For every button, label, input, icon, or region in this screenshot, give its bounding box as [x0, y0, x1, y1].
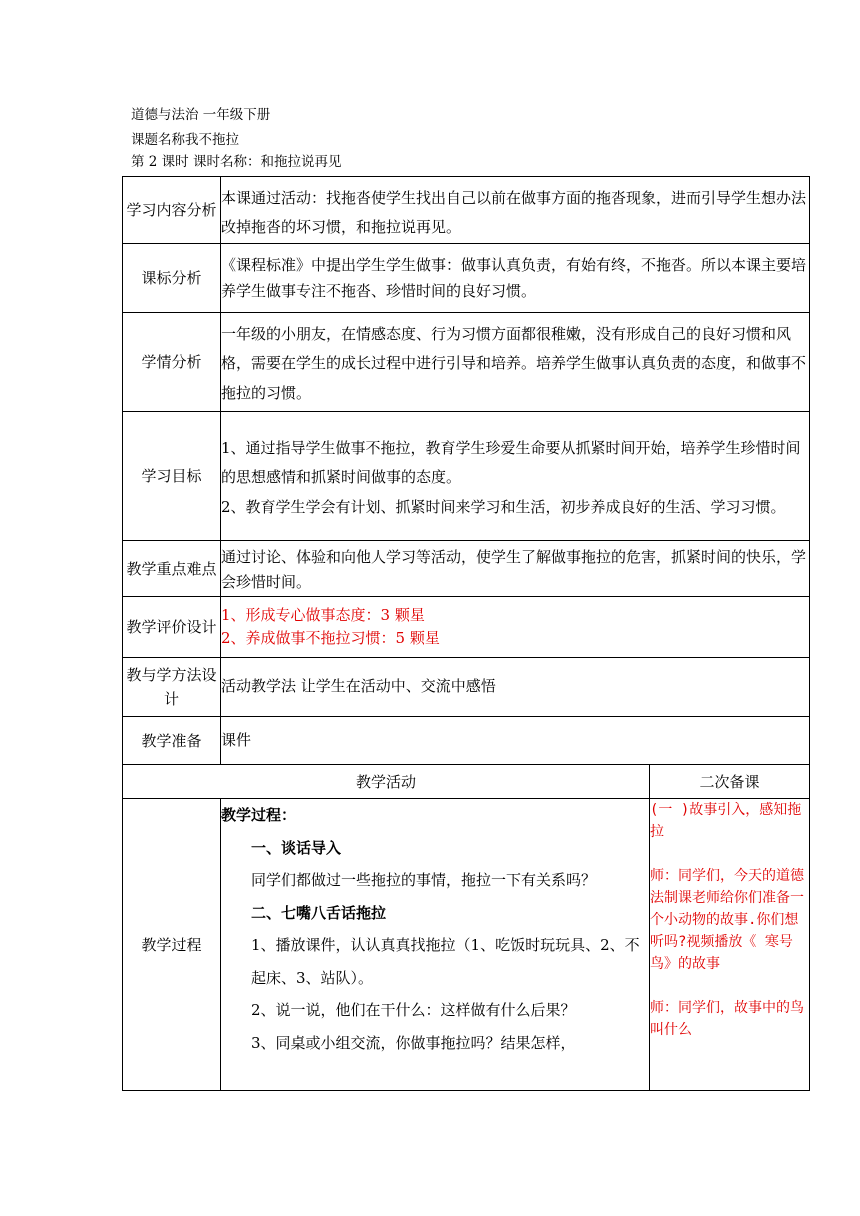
row-content: 本课通过活动：找拖沓使学生找出自己以前在做事方面的拖沓现象，进而引导学生想办法改掉拖沓的坏习惯，和拖拉说再见。 — [221, 177, 810, 244]
row-content — [221, 597, 810, 658]
process-step: 2、说一说，他们在干什么：这样做有什么后果？ — [251, 1001, 576, 1019]
row-content: 活动教学法 让学生在活动中、交流中感悟 — [221, 658, 810, 717]
row-content: 《课程标准》中提出学生学生做事：做事认真负责，有始有终，不拖沓。所以本课主要培养学生做事专注不拖沓、珍惜时间的良好习惯。 — [221, 244, 810, 313]
row-label: 教学准备 — [123, 717, 221, 765]
row-label: 教学重点难点 — [123, 541, 221, 597]
doc-lesson-title: 课题名称我不拖拉 — [131, 132, 239, 148]
section-text: 同学们都做过一些拖拉的事情，拖拉一下有关系吗？ — [251, 871, 597, 889]
second-prep-column-header: 二次备课 — [650, 765, 810, 799]
row-label: 学习内容分析 — [123, 177, 221, 244]
process-title: 教学过程： — [221, 806, 297, 824]
activity-column-header: 教学活动 — [123, 765, 650, 799]
note-paragraph: 师：同学们，今天的道德法制课老师给你们准备一个小动物的故事.你们想听吗?视频播放《 寒号鸟》的故事 — [650, 868, 804, 972]
row-content: 通过讨论、体验和向他人学习等活动，使学生了解做事拖拉的危害，抓紧时间的快乐，学会珍惜时间。 — [221, 541, 810, 597]
table-row — [123, 597, 810, 658]
goal-item: 2、教育学生学会有计划、抓紧时间来学习和生活，初步养成良好的生活、学习习惯。 — [221, 497, 786, 516]
note-paragraph: (一 )故事引入，感知拖拉 — [650, 802, 802, 840]
goal-item: 1、通过指导学生做事不拖拉，教育学生珍爱生命要从抓紧时间开始，培养学生珍惜时间的思想感情和抓紧时间做事的态度。 — [221, 438, 801, 487]
row-label: 学习目标 — [123, 412, 221, 541]
table-row — [123, 541, 810, 597]
table-row — [123, 717, 810, 765]
section-heading: 一、谈话导入 — [251, 838, 342, 857]
table-row — [123, 244, 810, 313]
note-paragraph: 师：同学们，故事中的鸟叫什么 — [650, 1000, 804, 1038]
process-step: 1、播放课件，认认真真找拖拉（1、吃饭时玩玩具、2、不起床、3、站队）。 — [251, 936, 640, 987]
evaluation-item: 2、养成做事不拖拉习惯：5 颗星 — [221, 629, 440, 647]
second-prep-notes — [650, 799, 810, 1091]
row-label: 课标分析 — [123, 244, 221, 313]
row-label: 学情分析 — [123, 313, 221, 412]
table-header-row — [123, 765, 810, 799]
section-heading: 二、七嘴八舌话拖拉 — [251, 903, 387, 922]
table-row — [123, 177, 810, 244]
table-row — [123, 412, 810, 541]
row-label: 教学过程 — [123, 799, 221, 1091]
row-content: 课件 — [221, 717, 810, 765]
row-label: 教学评价设计 — [123, 597, 221, 658]
table-row — [123, 658, 810, 717]
doc-period-line: 第 2 课时 课时名称：和拖拉说再见 — [131, 154, 342, 170]
evaluation-item: 1、形成专心做事态度：3 颗星 — [221, 606, 425, 624]
lesson-plan-table — [122, 176, 810, 1091]
table-row — [123, 799, 810, 1091]
process-content — [221, 799, 650, 1091]
row-content — [221, 412, 810, 541]
doc-subject-line: 道德与法治 一年级下册 — [131, 107, 271, 123]
process-step: 3、同桌或小组交流，你做事拖拉吗？结果怎样， — [251, 1033, 576, 1052]
row-label: 教与学方法设计 — [123, 658, 221, 717]
row-content: 一年级的小朋友，在情感态度、行为习惯方面都很稚嫩，没有形成自己的良好习惯和风格，需要在学生的成长过程中进行引导和培养。培养学生做事认真负责的态度，和做事不拖拉的习惯。 — [221, 313, 810, 412]
table-row — [123, 313, 810, 412]
